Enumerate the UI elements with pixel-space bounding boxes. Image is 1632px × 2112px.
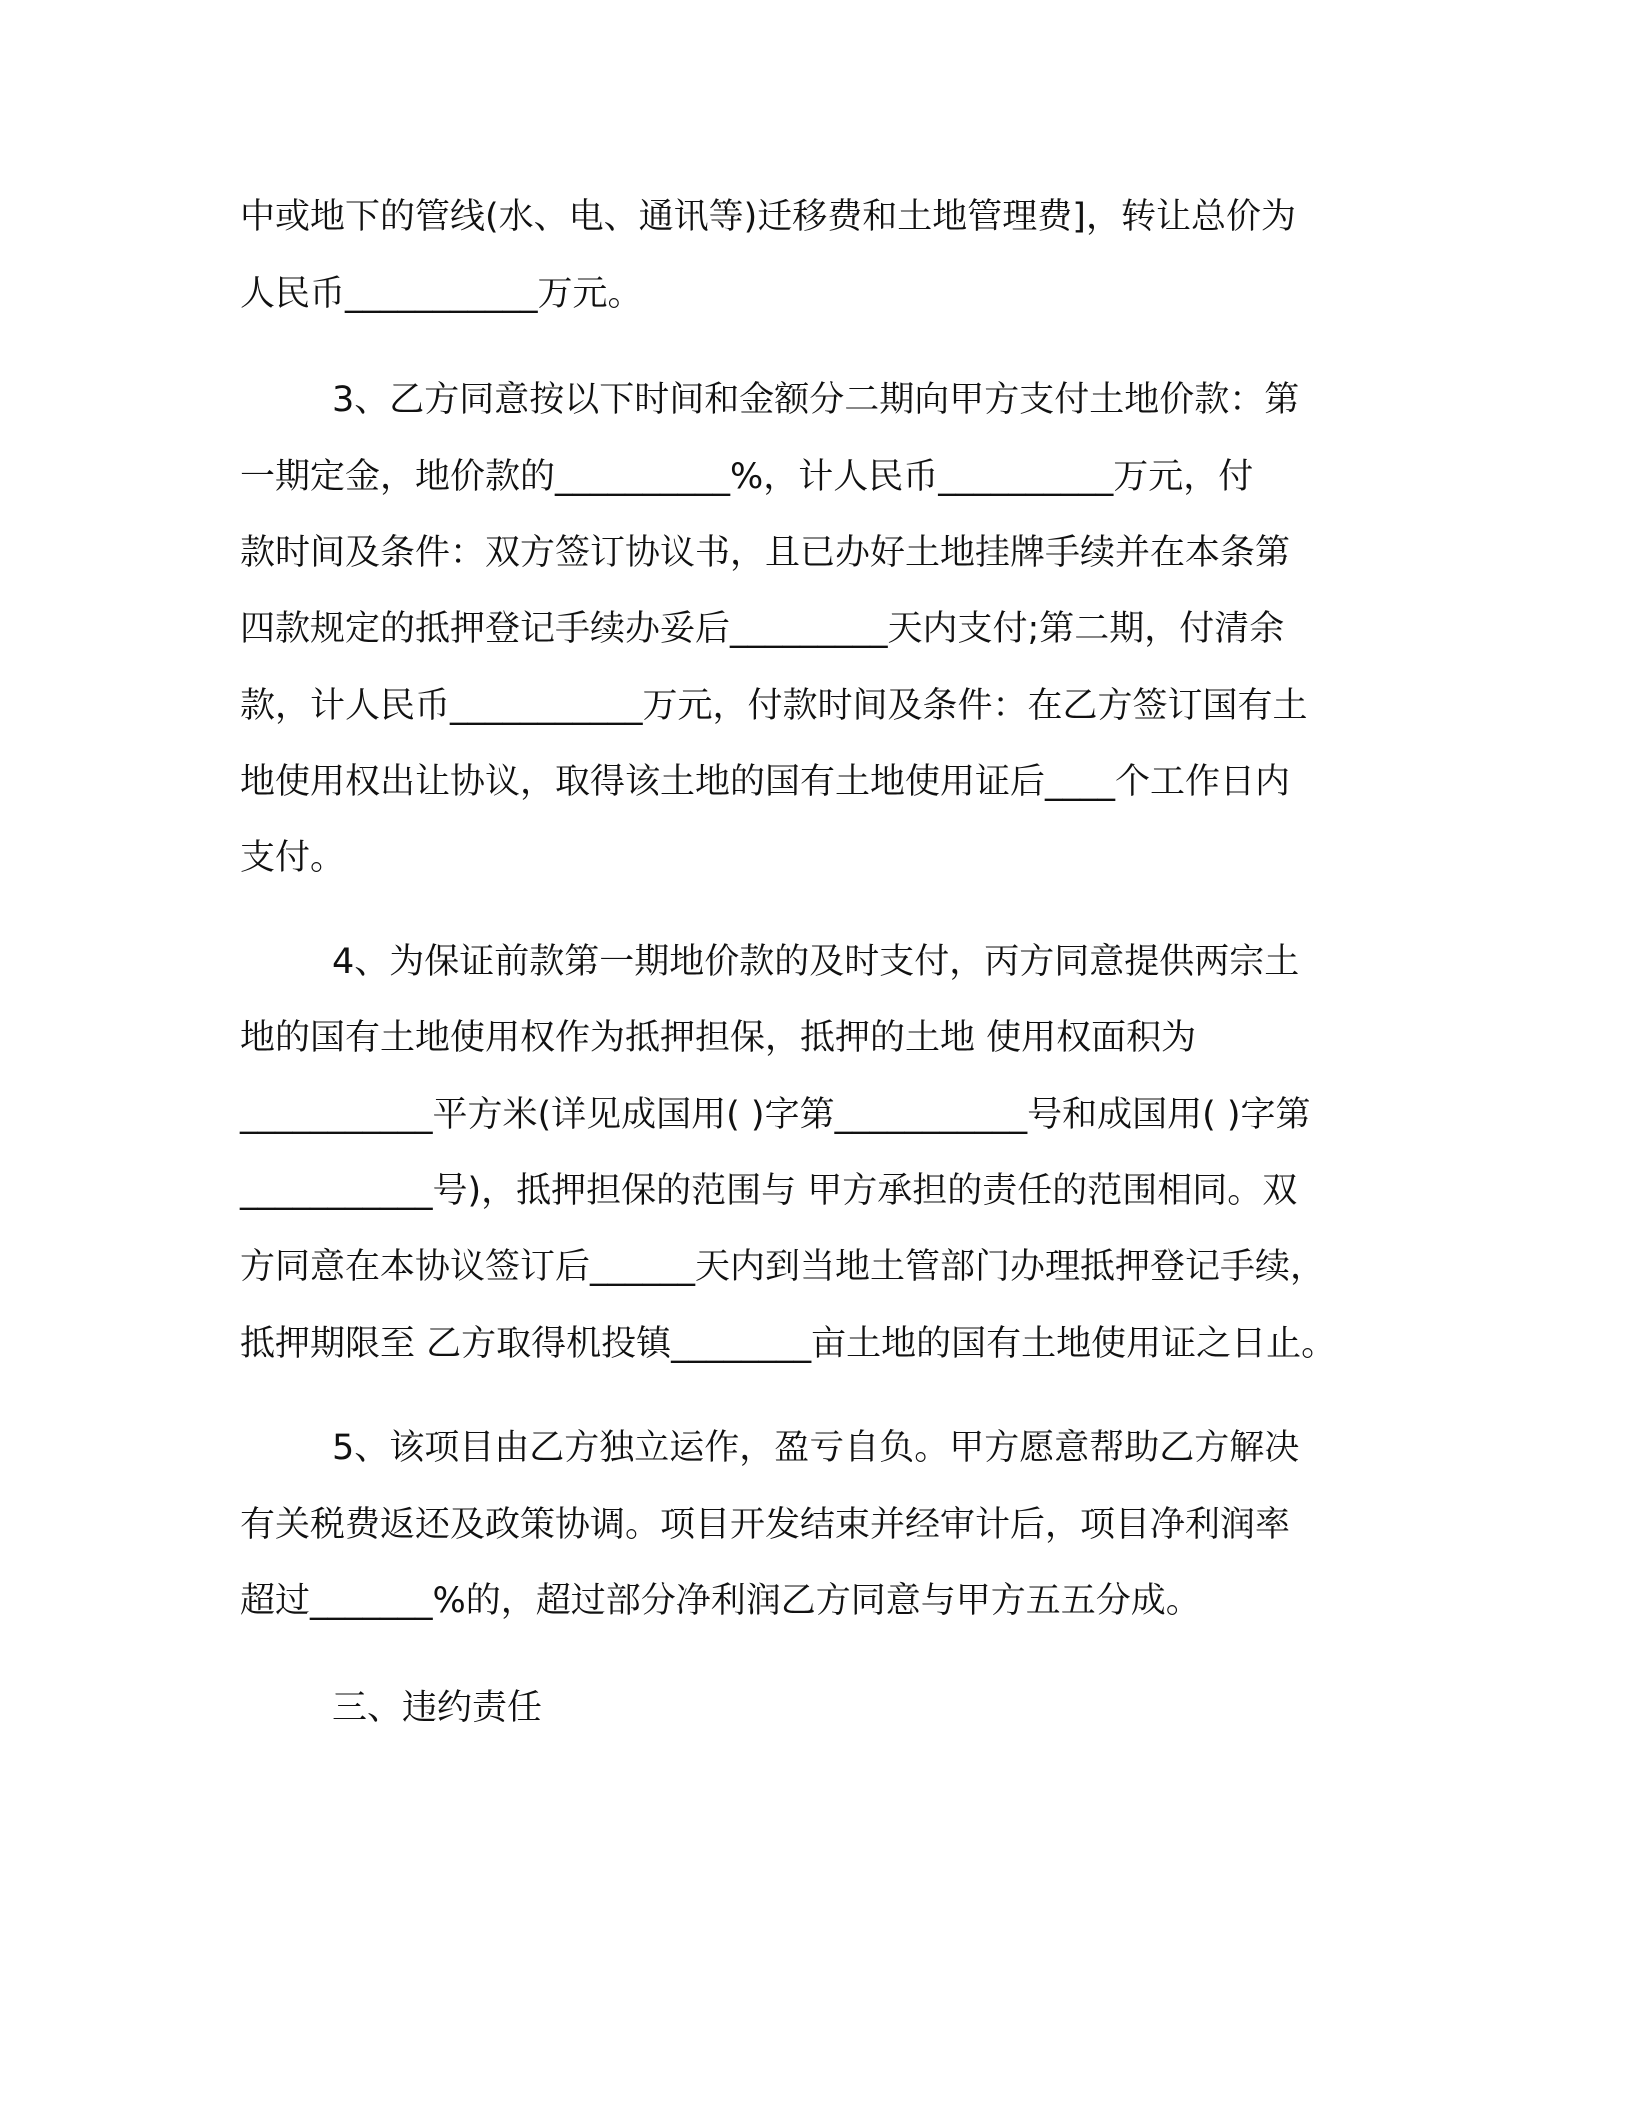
clause-4-line-4: ___________号)，抵押担保的范围与 甲方承担的责任的范围相同。双 <box>240 1171 1298 1211</box>
text-line-2: 人民币___________万元。 <box>240 274 643 314</box>
text-line-1: 中或地下的管线(水、电、通讯等)迁移费和土地管理费]，转让总价为 <box>240 197 1296 237</box>
clause-3-line-3: 款时间及条件：双方签订协议书，且已办好土地挂牌手续并在本条第 <box>240 533 1291 573</box>
clause-4-line-3: ___________平方米(详见成国用( )字第___________号和成国用( )字第 <box>240 1095 1311 1135</box>
clause-3-line-7: 支付。 <box>240 838 346 878</box>
clause-3-line-6: 地使用权出让协议，取得该土地的国有土地使用证后____个工作日内 <box>240 762 1291 802</box>
clause-5-line-1: 5、该项目由乙方独立运作，盈亏自负。甲方愿意帮助乙方解决 <box>332 1428 1300 1468</box>
clause-3-line-4: 四款规定的抵押登记手续办妥后_________天内支付;第二期，付清余 <box>240 609 1285 649</box>
clause-5-line-3: 超过_______%的，超过部分净利润乙方同意与甲方五五分成。 <box>240 1581 1201 1621</box>
clause-4-line-6: 抵押期限至 乙方取得机投镇________亩土地的国有土地使用证之日止。 <box>240 1324 1337 1364</box>
clause-5-line-2: 有关税费返还及政策协调。项目开发结束并经审计后，项目净利润率 <box>240 1505 1291 1545</box>
clause-4-line-1: 4、为保证前款第一期地价款的及时支付，丙方同意提供两宗土 <box>332 942 1300 982</box>
clause-4-line-2: 地的国有土地使用权作为抵押担保，抵押的土地 使用权面积为 <box>240 1018 1197 1058</box>
clause-4-line-5: 方同意在本协议签订后______天内到当地土管部门办理抵押登记手续， <box>240 1247 1326 1287</box>
clause-3-line-1: 3、乙方同意按以下时间和金额分二期向甲方支付土地价款：第 <box>332 380 1300 420</box>
clause-3-line-5: 款，计人民币___________万元，付款时间及条件：在乙方签订国有土 <box>240 686 1308 726</box>
clause-3-line-2: 一期定金，地价款的__________%，计人民币__________万元，付 <box>240 457 1254 497</box>
section-heading-breach: 三、违约责任 <box>332 1688 543 1728</box>
